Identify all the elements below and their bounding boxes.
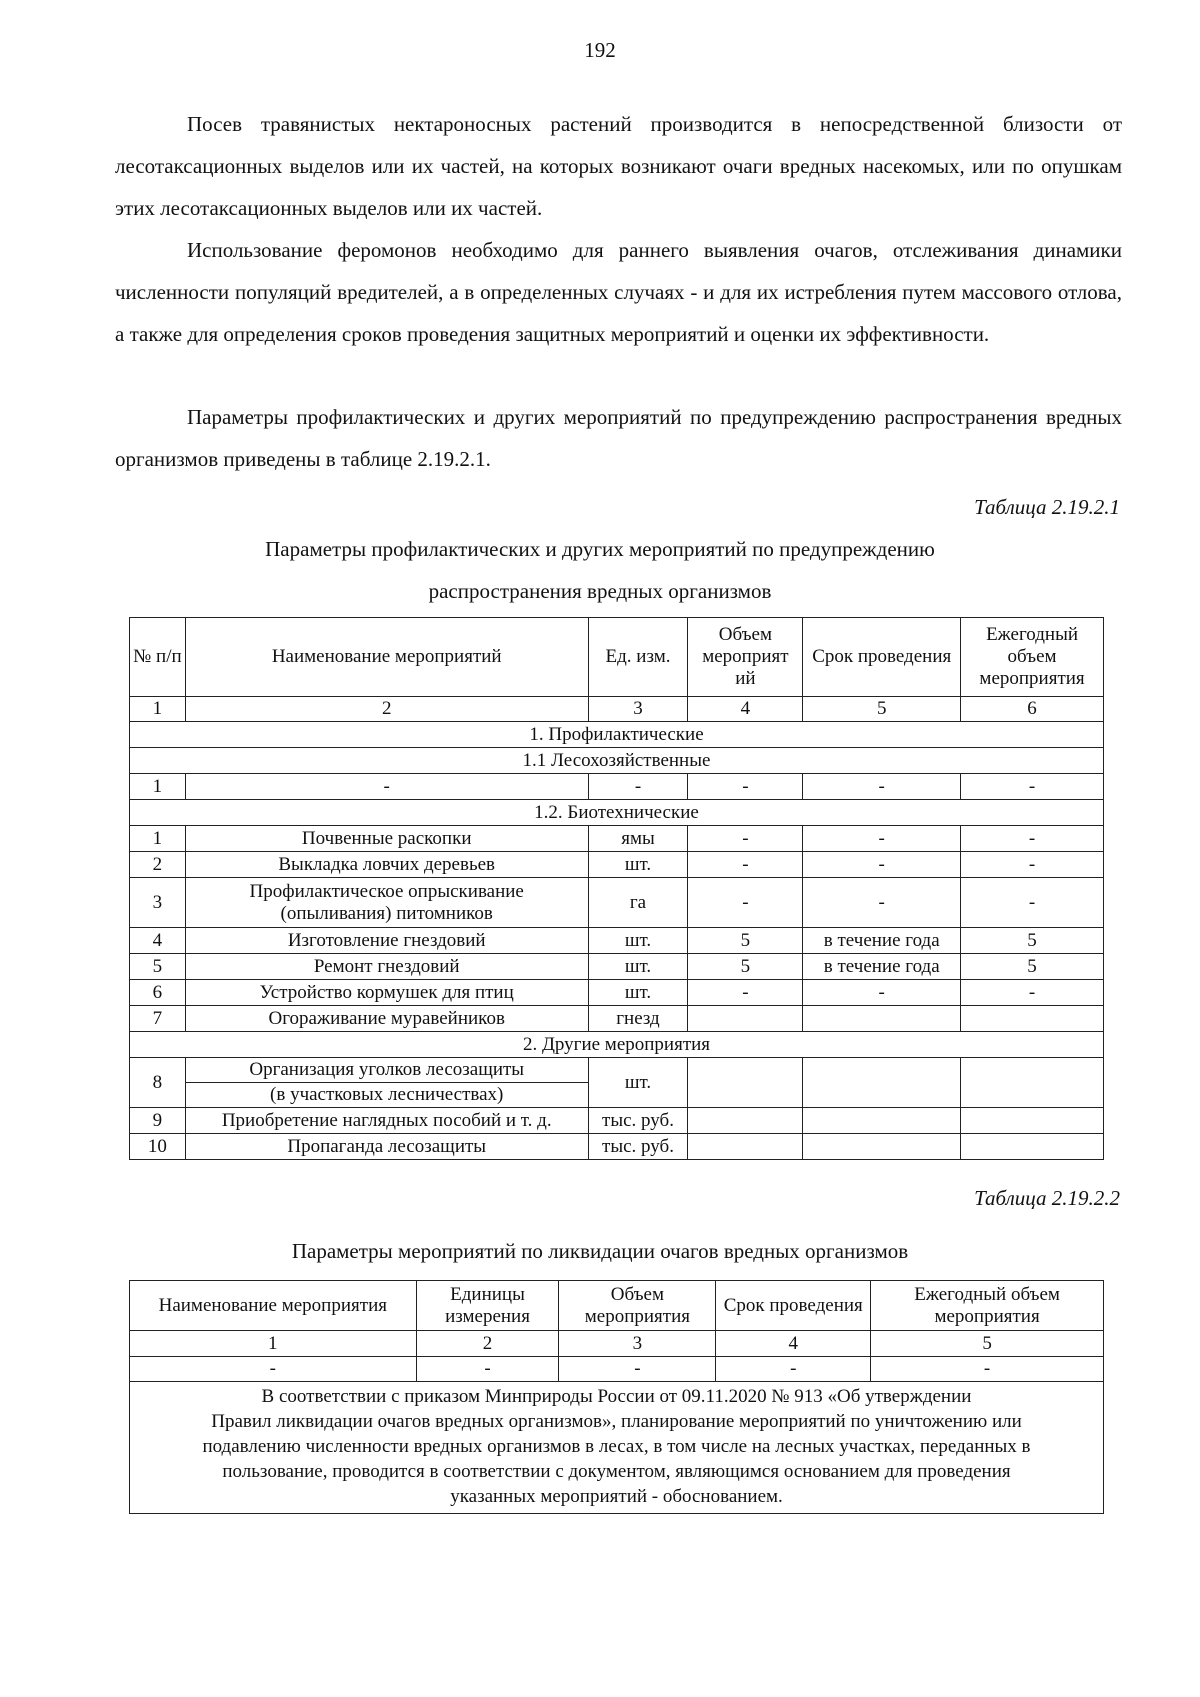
table-cell: - <box>716 1357 871 1382</box>
table-cell: Огораживание муравейников <box>185 1006 588 1032</box>
table-cell: - <box>803 852 961 878</box>
table-row <box>130 878 1104 928</box>
table-cell: ямы <box>588 826 688 852</box>
table-cell <box>688 1058 803 1108</box>
table-cell: - <box>688 852 803 878</box>
table-row <box>130 954 1104 980</box>
table-cell: 3 <box>130 878 186 928</box>
note-line: В соответствии с приказом Минприроды России от 09.11.2020 № 913 «Об утверждении <box>261 1386 972 1407</box>
table-row <box>130 852 1104 878</box>
header-cell: Ед. изм. <box>588 618 688 697</box>
table-row <box>130 774 1104 800</box>
section-cell: 2. Другие мероприятия <box>130 1032 1104 1058</box>
table-row <box>130 826 1104 852</box>
header-cell: Объем мероприят ий <box>688 618 803 697</box>
table-cell: га <box>588 878 688 928</box>
number-cell: 6 <box>961 697 1104 722</box>
table-cell: 5 <box>961 954 1104 980</box>
header-cell: Ежегодный объем мероприятия <box>871 1281 1104 1331</box>
table-cell <box>803 1108 961 1134</box>
table-cell: (в участковых лесничествах) <box>185 1083 588 1108</box>
table-cell: тыс. руб. <box>588 1108 688 1134</box>
header-cell: Объем мероприятия <box>559 1281 716 1331</box>
subsection-cell: 1.2. Биотехнические <box>130 800 1104 826</box>
header-cell: Наименование мероприятий <box>185 618 588 697</box>
table-cell: - <box>803 774 961 800</box>
table-cell: - <box>803 878 961 928</box>
note-cell <box>130 1382 1104 1514</box>
table-cell: Ремонт гнездовий <box>185 954 588 980</box>
table-cell: 8 <box>130 1058 186 1108</box>
note-line: подавлению численности вредных организмов в лесах, в том числе на лесных участках, переданных в <box>202 1436 1031 1457</box>
table-cell: Выкладка ловчих деревьев <box>185 852 588 878</box>
table-cell: Устройство кормушек для птиц <box>185 980 588 1006</box>
number-cell: 1 <box>130 697 186 722</box>
header-cell: Срок проведения <box>716 1281 871 1331</box>
table-cell: гнезд <box>588 1006 688 1032</box>
table-row <box>130 928 1104 954</box>
table-cell: 1 <box>130 826 186 852</box>
table-cell: 5 <box>130 954 186 980</box>
note-line: Правил ликвидации очагов вредных организмов», планирование мероприятий по уничтожению или <box>211 1411 1022 1432</box>
table-row <box>130 980 1104 1006</box>
table-cell: - <box>688 980 803 1006</box>
subsection-row <box>130 800 1104 826</box>
paragraph-1: Посев травянистых нектароносных растений производится в непосредственной близости от лесотаксационных выделов или их частей, на которых возникают очаги вредных насекомых, или по опушкам этих лесотаксационных выделов или их частей. <box>115 112 1122 220</box>
table1-title-line2: распространения вредных организмов <box>428 579 772 603</box>
table-cell: 10 <box>130 1134 186 1160</box>
table-cell: - <box>961 826 1104 852</box>
header-cell: Единицы измерения <box>416 1281 559 1331</box>
table2 <box>129 1280 1104 1514</box>
number-cell: 3 <box>588 697 688 722</box>
header-cell: Наименование мероприятия <box>130 1281 417 1331</box>
table-cell: - <box>803 980 961 1006</box>
table1-header-row <box>130 618 1104 697</box>
table1-title-line1: Параметры профилактических и других мероприятий по предупреждению <box>265 537 935 561</box>
header-cell: Срок проведения <box>803 618 961 697</box>
table-cell: шт. <box>588 980 688 1006</box>
number-cell: 5 <box>871 1331 1104 1357</box>
table-cell: - <box>559 1357 716 1382</box>
note-row <box>130 1382 1104 1514</box>
table-cell <box>961 1134 1104 1160</box>
table-cell: - <box>961 878 1104 928</box>
table-cell: - <box>803 826 961 852</box>
table-cell: - <box>130 1357 417 1382</box>
table1 <box>129 617 1104 1160</box>
subsection-row <box>130 748 1104 774</box>
table-cell <box>688 1134 803 1160</box>
number-cell: 4 <box>688 697 803 722</box>
table-row <box>130 1058 1104 1083</box>
number-cell: 5 <box>803 697 961 722</box>
section-row <box>130 1032 1104 1058</box>
table-cell: Пропаганда лесозащиты <box>185 1134 588 1160</box>
table-cell: шт. <box>588 954 688 980</box>
table-cell <box>803 1058 961 1108</box>
table1-number-row <box>130 697 1104 722</box>
section-cell: 1. Профилактические <box>130 722 1104 748</box>
table-cell: шт. <box>588 1058 688 1108</box>
table-cell: 6 <box>130 980 186 1006</box>
number-cell: 2 <box>416 1331 559 1357</box>
table-cell: - <box>961 980 1104 1006</box>
table-cell: Приобретение наглядных пособий и т. д. <box>185 1108 588 1134</box>
table-cell <box>688 1006 803 1032</box>
table-row <box>130 1134 1104 1160</box>
table-cell <box>803 1006 961 1032</box>
paragraph-3: Параметры профилактических и других мероприятий по предупреждению распространения вредных организмов приведены в таблице 2.19.2.1. <box>115 405 1122 471</box>
table-cell: - <box>588 774 688 800</box>
table-cell: - <box>185 774 588 800</box>
table-cell: - <box>688 878 803 928</box>
subsection-cell: 1.1 Лесохозяйственные <box>130 748 1104 774</box>
note-line: пользование, проводится в соответствии с документом, являющимся основанием для проведения <box>222 1461 1011 1482</box>
table-row <box>130 1108 1104 1134</box>
table-cell <box>961 1108 1104 1134</box>
number-cell: 3 <box>559 1331 716 1357</box>
table-cell: - <box>416 1357 559 1382</box>
table-cell: 1 <box>130 774 186 800</box>
header-cell: Ежегодный объем мероприятия <box>961 618 1104 697</box>
table-cell: Почвенные раскопки <box>185 826 588 852</box>
table2-title: Параметры мероприятий по ликвидации очагов вредных организмов <box>291 1239 909 1263</box>
table-cell: Изготовление гнездовий <box>185 928 588 954</box>
table-cell: 5 <box>961 928 1104 954</box>
table-cell: - <box>688 774 803 800</box>
table2-number-row <box>130 1331 1104 1357</box>
table-cell: Организация уголков лесозащиты <box>185 1058 588 1083</box>
table-row <box>130 1357 1104 1382</box>
table-cell: в течение года <box>803 954 961 980</box>
number-cell: 2 <box>185 697 588 722</box>
table2-header-row <box>130 1281 1104 1331</box>
table-cell <box>961 1006 1104 1032</box>
number-cell: 1 <box>130 1331 417 1357</box>
table-cell: шт. <box>588 928 688 954</box>
table-cell: 7 <box>130 1006 186 1032</box>
table-cell: тыс. руб. <box>588 1134 688 1160</box>
number-cell: 4 <box>716 1331 871 1357</box>
section-row <box>130 722 1104 748</box>
table-cell: 9 <box>130 1108 186 1134</box>
table-cell: шт. <box>588 852 688 878</box>
table-cell: 4 <box>130 928 186 954</box>
table-cell: 2 <box>130 852 186 878</box>
header-cell: № п/п <box>130 618 186 697</box>
table-cell: - <box>961 774 1104 800</box>
table-cell: - <box>688 826 803 852</box>
table-cell: - <box>871 1357 1104 1382</box>
table-cell: в течение года <box>803 928 961 954</box>
paragraph-2: Использование феромонов необходимо для раннего выявления очагов, отслеживания динамики численности популяций вредителей, а в определенных случаях - и для их истребления путем массового отлова, а также для определения сроков проведения защитных мероприятий и оценки их эффективности. <box>115 238 1122 346</box>
table-cell: - <box>961 852 1104 878</box>
table-row <box>130 1006 1104 1032</box>
table-cell <box>803 1134 961 1160</box>
page-number: 192 <box>584 38 616 62</box>
note-line: указанных мероприятий - обоснованием. <box>450 1486 783 1507</box>
table-cell: 5 <box>688 928 803 954</box>
table2-caption: Таблица 2.19.2.2 <box>974 1186 1120 1210</box>
table-cell <box>688 1108 803 1134</box>
table-cell <box>961 1058 1104 1108</box>
table1-caption: Таблица 2.19.2.1 <box>974 495 1120 519</box>
table-cell: Профилактическое опрыскивание (опыливания) питомников <box>185 878 588 928</box>
table-cell: 5 <box>688 954 803 980</box>
